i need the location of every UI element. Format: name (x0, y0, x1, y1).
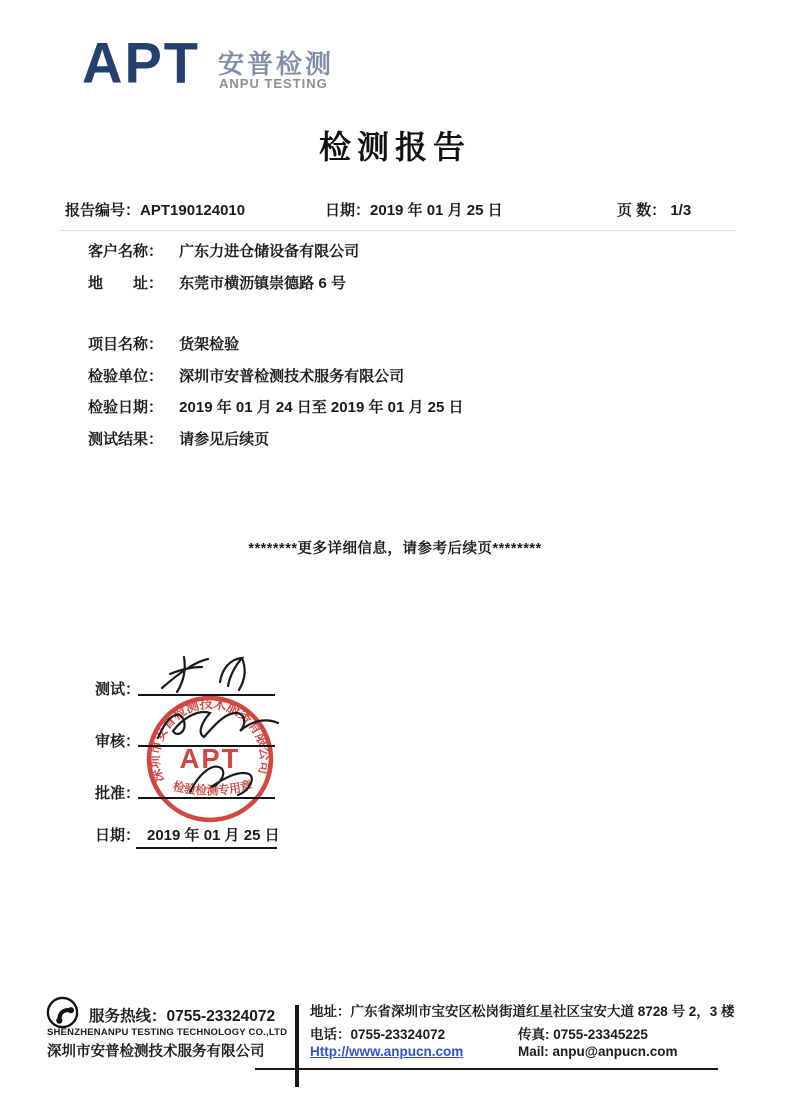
more-info-notice: ********更多详细信息，请参考后续页******** (248, 541, 542, 557)
stamp-bottom-text: 检验检测专用章 (171, 777, 255, 798)
footer-vertical-divider (295, 1005, 299, 1087)
footer-tel-label: 电话： (310, 1027, 351, 1042)
project-name-row (88, 333, 239, 354)
tester-label: 测试： (95, 681, 141, 698)
footer-horizontal-rule (255, 1068, 718, 1070)
customer-address-value: 东莞市横沥镇崇德路 6 号 (179, 275, 346, 292)
signoff-date-label: 日期： (95, 827, 141, 844)
page-count-label: 页 数： (617, 202, 667, 219)
phone-icon (45, 995, 80, 1030)
footer-address-value: 广东省深圳市宝安区松岗街道红星社区宝安大道 8728 号 2，3 楼 (350, 1004, 735, 1019)
footer-fax (518, 1023, 648, 1043)
approver-label: 批准： (95, 785, 141, 802)
page-count-value: 1/3 (670, 202, 692, 219)
test-result-value: 请参见后续页 (179, 431, 270, 448)
report-date (325, 199, 503, 220)
footer-fax-value: 0755-23345225 (553, 1027, 648, 1042)
reviewer-label: 审核： (95, 733, 141, 750)
service-hotline-label: 服务热线： (89, 1008, 167, 1025)
report-date-label: 日期： (325, 202, 371, 219)
footer-address-label: 地址： (310, 1004, 351, 1019)
signoff-date-value: 2019 年 01 月 25 日 (147, 827, 280, 844)
apt-logo: APT (82, 30, 200, 95)
inspection-agency-row (88, 365, 404, 386)
footer-mail-value: anpu@anpucn.com (552, 1044, 678, 1059)
service-hotline-number: 0755-23324072 (166, 1008, 276, 1025)
report-number-label: 报告编号： (65, 202, 141, 219)
footer-mail (518, 1044, 677, 1059)
customer-name-label: 客户名称： (88, 243, 164, 260)
logo-english-name: ANPU TESTING (219, 76, 328, 91)
inspection-date-row (88, 396, 464, 417)
footer-fax-label: 传真: (518, 1027, 550, 1042)
footer-mail-label: Mail: (518, 1044, 549, 1059)
customer-address-row (88, 272, 346, 293)
stamp-ring-text: 深圳市安普检测技术服务有限公司 (146, 695, 274, 785)
inspection-agency-label: 检验单位： (88, 368, 164, 385)
stamp-center-text: APT (179, 743, 241, 775)
reviewer-signature (150, 700, 295, 752)
footer-address (310, 1000, 735, 1020)
test-result-label: 测试结果： (88, 431, 164, 448)
header-divider (60, 230, 736, 231)
page-title: 检测报告 (318, 129, 471, 165)
tester-signature (148, 650, 278, 696)
footer-company-en: SHENZHENANPU TESTING TECHNOLOGY CO.,LTD (47, 1027, 288, 1038)
customer-name-value: 广东力进仓储设备有限公司 (179, 243, 360, 260)
test-result-row (88, 428, 269, 449)
footer-tel (310, 1023, 445, 1043)
project-name-label: 项目名称： (88, 336, 164, 353)
customer-name-row (88, 240, 359, 261)
approver-signature (178, 752, 273, 804)
footer-website-row (310, 1044, 463, 1059)
website-link[interactable]: Http://www.anpucn.com (310, 1044, 464, 1059)
page-count (617, 199, 691, 220)
inspection-agency-value: 深圳市安普检测技术服务有限公司 (179, 368, 405, 385)
service-hotline (89, 1004, 275, 1026)
project-name-value: 货架检验 (179, 336, 240, 353)
date-underline (136, 847, 277, 849)
logo-chinese-name: 安普检测 (218, 49, 335, 79)
customer-address-label: 地 址： (88, 275, 164, 292)
report-date-value: 2019 年 01 月 25 日 (370, 202, 503, 219)
report-number-value: APT190124010 (140, 202, 246, 219)
inspection-date-label: 检验日期： (88, 399, 164, 416)
inspection-date-value: 2019 年 01 月 24 日至 2019 年 01 月 25 日 (179, 399, 464, 416)
footer-company-cn: 深圳市安普检测技术服务有限公司 (47, 1044, 265, 1060)
report-number (65, 199, 245, 220)
footer-tel-value: 0755-23324072 (350, 1027, 446, 1042)
